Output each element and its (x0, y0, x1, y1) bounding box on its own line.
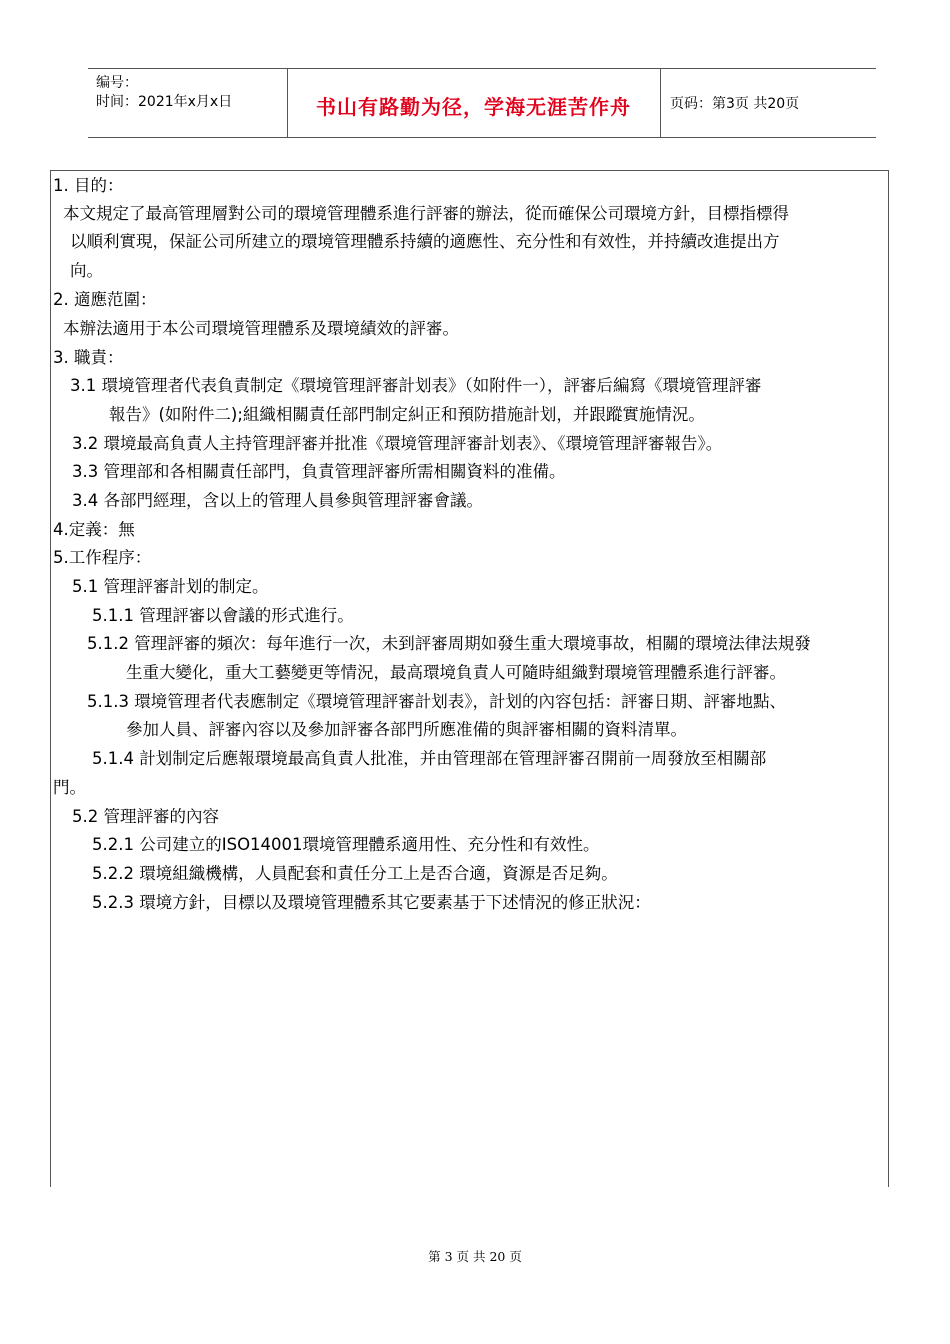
document-header (88, 68, 876, 138)
procedure-item: 5.1.3 環境管理者代表應制定《環境管理評審計划表》，計划的內容包括：評審日期、評審地點、 (87, 692, 786, 711)
scope-paragraph: 本辦法適用于本公司環境管理體系及環境績效的評審。 (63, 319, 459, 338)
responsibility-item: 3.4 各部門經理，含以上的管理人員參與管理評審會議。 (72, 491, 483, 510)
procedure-item-continued: 門。 (53, 778, 86, 797)
page-footer: 第 3 页 共 20 页 (428, 1249, 522, 1264)
responsibility-item: 3.1 環境管理者代表負責制定《環境管理評審計划表》（如附件一），評審后編寫《環境管理評審 (70, 376, 762, 395)
page-number: 页码：第3页 共20页 (670, 96, 800, 112)
procedure-item: 5.2.3 環境方針，目標以及環境管理體系其它要素基于下述情況的修正狀況： (92, 893, 651, 912)
procedure-item-continued: 生重大變化，重大工藝變更等情況，最高環境負責人可隨時組織對環境管理體系進行評審。 (126, 663, 786, 682)
header-info-cell (88, 69, 288, 137)
document-number: 编号： (96, 75, 138, 91)
header-page-cell (660, 69, 876, 137)
responsibility-item: 3.3 管理部和各相關責任部門，負責管理評審所需相關資料的准備。 (72, 462, 566, 481)
procedure-item: 5.1.1 管理評審以會議的形式進行。 (92, 606, 354, 625)
section-title-definition: 4.定義：無 (53, 520, 135, 539)
procedure-item: 5.2.2 環境組織機構，人員配套和責任分工上是否合適，資源是否足夠。 (92, 864, 618, 883)
section-title-purpose: 1. 目的： (53, 176, 124, 195)
procedure-item: 5.1.2 管理評審的頻次：每年進行一次，未到評審周期如發生重大環境事故，相關的環境法律法規發 (87, 634, 811, 653)
procedure-item-continued: 參加人員、評審內容以及參加評審各部門所應准備的與評審相關的資料清單。 (126, 720, 687, 739)
responsibility-item-continued: 報告》(如附件二);組織相關責任部門制定糾正和預防措施計划，并跟蹤實施情況。 (109, 405, 705, 424)
purpose-paragraph-line: 向。 (70, 261, 103, 280)
purpose-paragraph-line: 本文規定了最高管理層對公司的環境管理體系進行評審的辦法，從而確保公司環境方針，目標指標得 (63, 204, 789, 223)
responsibility-item: 3.2 環境最高負責人主持管理評審并批准《環境管理評審計划表》、《環境管理評審報告》。 (72, 434, 723, 453)
section-title-responsibility: 3. 職責： (53, 348, 124, 367)
motto: 书山有路勤为径，学海无涯苦作舟 (316, 95, 631, 119)
procedure-item: 5.2.1 公司建立的ISO14001環境管理體系適用性、充分性和有效性。 (92, 835, 600, 854)
section-title-procedure: 5.工作程序： (53, 548, 152, 567)
procedure-subsection: 5.1 管理評審計划的制定。 (72, 577, 269, 596)
section-title-scope: 2. 適應范圍： (53, 290, 157, 309)
purpose-paragraph-line: 以順利實現，保証公司所建立的環境管理體系持續的適應性、充分性和有效性，并持續改進提出方 (70, 232, 780, 251)
header-motto-cell (287, 69, 661, 137)
document-time: 时间：2021年x月x日 (96, 94, 233, 110)
procedure-item: 5.1.4 計划制定后應報環境最高負責人批准，并由管理部在管理評審召開前一周發放至相關部 (92, 749, 767, 768)
procedure-subsection: 5.2 管理評審的內容 (72, 807, 219, 826)
